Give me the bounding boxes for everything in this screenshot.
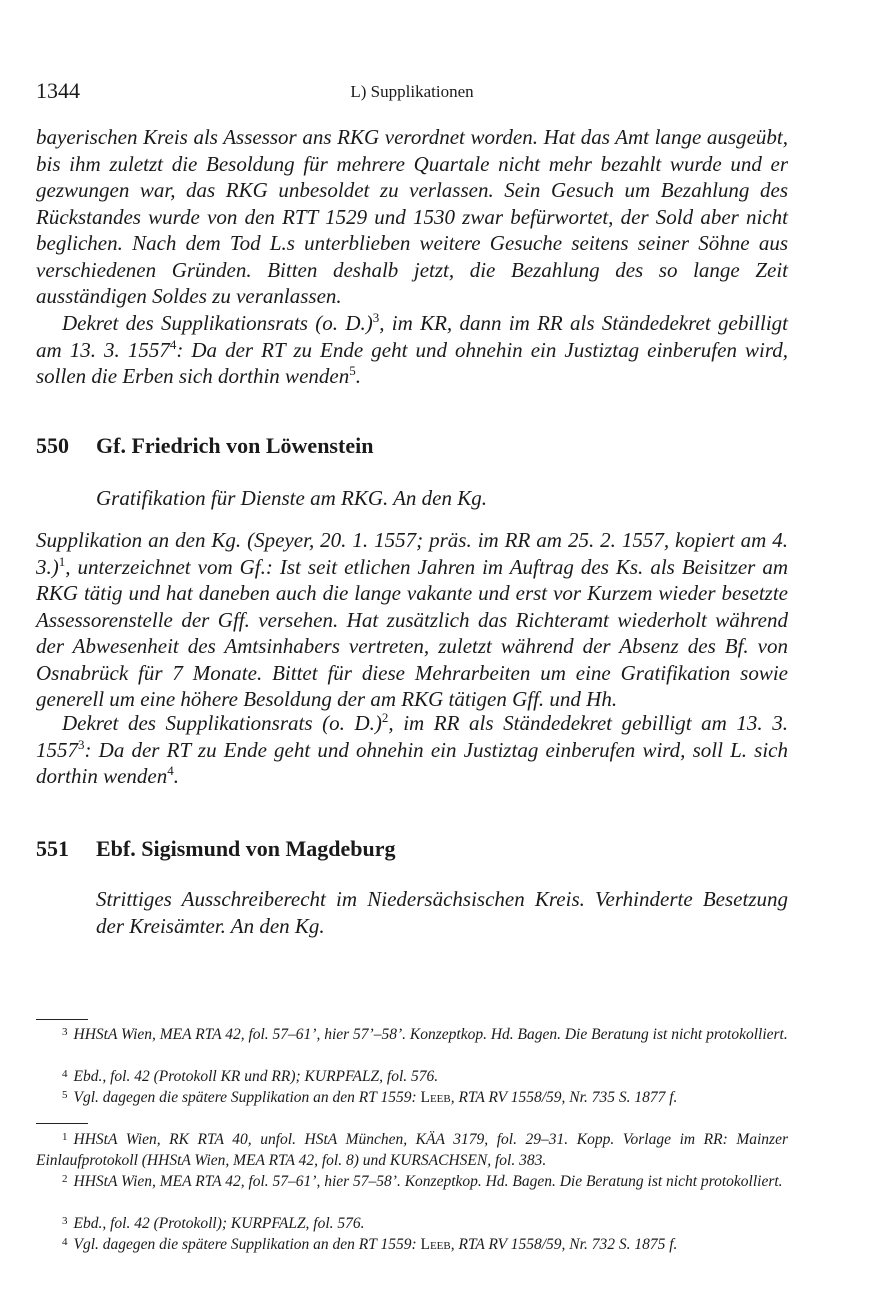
footnote: $^1$ HHStA Wien, RK RTA 40, unfol. HStA München, KÄA 3179, fol. 29–31. Kopp. Vorlage im RR: Mainzer Einlaufprotokoll (HHStA Wien, MEA RTA 42, fol. 8) und KURSACHSEN, fol. 383.	[36, 1131, 788, 1169]
footnote: $^3$ HHStA Wien, MEA RTA 42, fol. 57–61’, hier 57’–58’. Konzeptkop. Hd. Bagen. Die Beratung ist nicht protokolliert.	[62, 1026, 788, 1043]
continuation-decree: Dekret des Supplikationsrats (o. D.)$^3$, im KR, dann im RR als Ständedekret gebilligt am 13. 3. 1557$^4$: Da der RT zu Ende geht und ohnehin ein Justiztag einberufen wird, sollen die Erben sich dorthin wenden$^5$.	[36, 310, 788, 388]
decree-paragraph: Dekret des Supplikationsrats (o. D.)$^2$, im RR als Ständedekret gebilligt am 13. 3. 1557$^3$: Da der RT zu Ende geht und ohnehin ein Justiztag einberufen wird, soll L. sich dorthin wenden$^4$.	[36, 710, 788, 788]
page-number: 1344	[36, 78, 80, 103]
footnote: $^5$ Vgl. dagegen die spätere Supplikation an den RT 1559: Leeb, RTA RV 1558/59, Nr. 735 S. 1877 f.	[62, 1089, 678, 1106]
footnote: $^3$ Ebd., fol. 42 (Protokoll); KURPFALZ, fol. 576.	[62, 1215, 365, 1232]
entry-heading-550	[36, 433, 788, 459]
footnote: $^2$ HHStA Wien, MEA RTA 42, fol. 57–61’, hier 57–58’. Konzeptkop. Hd. Bagen. Die Beratung ist nicht protokolliert.	[62, 1173, 783, 1190]
footnote-ref[interactable]: 3	[372, 310, 380, 325]
entry-subject: Strittiges Ausschreiberecht im Niedersächsischen Kreis. Verhinderte Besetzung der Kreisämter. An den Kg.	[96, 887, 788, 938]
footnote-ref[interactable]: 4	[167, 763, 174, 778]
footnote-rule	[36, 1123, 88, 1124]
footnote-ref[interactable]: 1	[58, 553, 66, 569]
supplication-paragraph: Supplikation an den Kg. (Speyer, 20. 1. 1557; präs. im RR am 25. 2. 1557, kopiert am 4. 3.)$^1$, unterzeichnet vom Gf.: Ist seit etlichen Jahren im Auftrag des Ks. als Beisitzer am RKG tätig und hat daneben auch die lange vakante und erst vor Kurzem wieder besetzte Assessorenstelle der Gff. versehen. Hat zusätzlich das Richteramt wiederholt während der Abwesenheit des Amtsinhabers vertreten, zuletzt während der Absenz des Bf. von Osnabrück für 7 Monate. Bittet für diese Mehrarbeiten um eine Gratifikation sowie generell um eine höhere Besoldung der am RKG tätigen Gff. und Hh.	[36, 528, 788, 711]
continuation-paragraph: bayerischen Kreis als Assessor ans RKG verordnet worden. Hat das Amt lange ausgeübt, bis ihm zuletzt die Besoldung für mehrere Quartale nicht mehr bezahlt wurde und er gezwungen war, das RKG unbesoldet zu verlassen. Sein Gesuch um Bezahlung des Rückstandes wurde von den RTT 1529 und 1530 zwar befürwortet, der Sold aber nicht beglichen. Nach dem Tod L.s unterblieben weitere Gesuche seitens seiner Söhne aus verschiedenen Gründen. Bitten deshalb jetzt, die Bezahlung des so lange Zeit ausständigen Soldes zu veranlassen.	[36, 125, 788, 308]
entry-subject: Gratifikation für Dienste am RKG. An den Kg.	[96, 486, 488, 510]
footnote-ref[interactable]: 4	[169, 336, 177, 352]
footnote-ref[interactable]: 3	[78, 736, 85, 752]
footnote: $^4$ Vgl. dagegen die spätere Supplikation an den RT 1559: Leeb, RTA RV 1558/59, Nr. 732 S. 1875 f.	[62, 1236, 678, 1253]
running-title: L) Supplikationen	[350, 82, 474, 101]
entry-title: Ebf. Sigismund von Magdeburg	[96, 836, 396, 861]
footnote-ref[interactable]: 5	[349, 363, 356, 378]
footnote: $^4$ Ebd., fol. 42 (Protokoll KR und RR); KURPFALZ, fol. 576.	[62, 1068, 439, 1085]
entry-heading-551	[36, 836, 788, 862]
footnote-ref[interactable]: 2	[381, 710, 389, 725]
footnote-rule	[36, 1019, 88, 1020]
entry-title: Gf. Friedrich von Löwenstein	[96, 433, 374, 458]
entry-number: 550	[36, 433, 69, 458]
entry-number: 551	[36, 836, 69, 861]
page-header	[36, 78, 788, 106]
